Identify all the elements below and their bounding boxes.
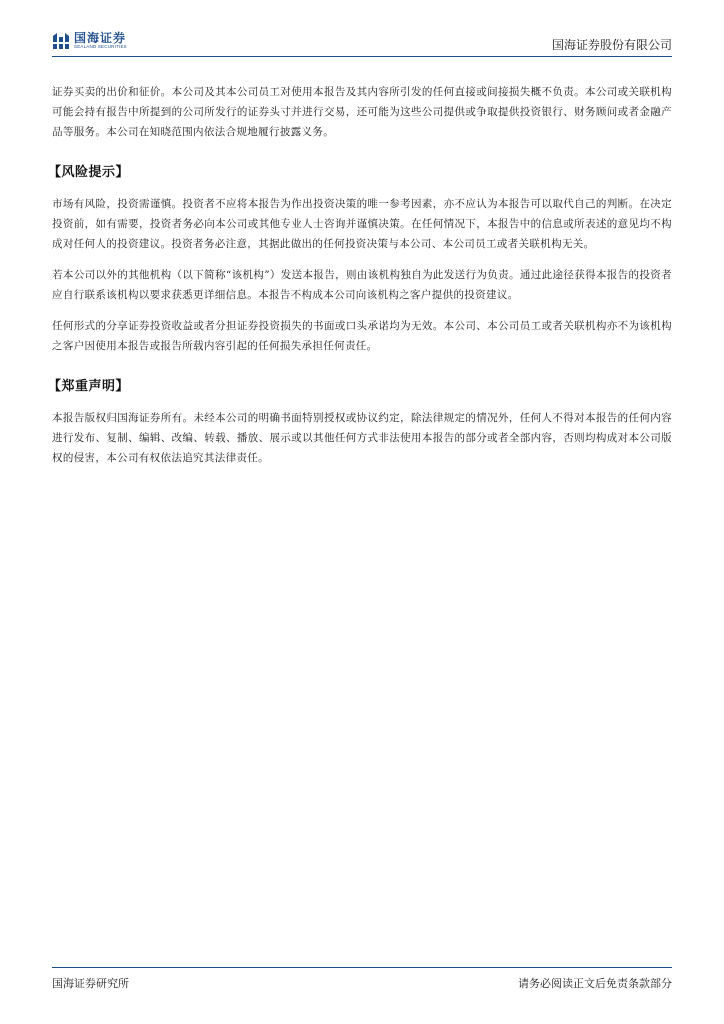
risk-paragraph-3: 任何形式的分享证券投资收益或者分担证券投资损失的书面或口头承诺均为无效。本公司、本公司员工或者关联机构亦不为该机构之客户因使用本报告或报告所载内容引起的任何损失承担任何责任。 bbox=[52, 320, 672, 352]
header-company-name: 国海证券股份有限公司 bbox=[551, 38, 672, 52]
risk-paragraph-1: 市场有风险，投资需谨慎。投资者不应将本报告为作出投资决策的唯一参考因素，亦不应认为本报告可以取代自己的判断。在决定投资前，如有需要，投资者务必向本公司或其他专业人士咨询并谨慎决策。在任何情况下，本报告中的信息或所表述的意见均不构成对任何人的投资建议。投资者务必注意，其据此做出的任何投资决策与本公司、本公司员工或者关联机构无关。 bbox=[52, 198, 672, 250]
risk-paragraph-2: 若本公司以外的其他机构（以下简称“该机构”）发送本报告，则由该机构独自为此发送行为负责。通过此途径获得本报告的投资者应自行联系该机构以要求获悉更详细信息。本报告不构成本公司向该机构之客户提供的投资建议。 bbox=[52, 269, 672, 301]
solemn-declaration-paragraph: 本报告版权归国海证券所有。未经本公司的明确书面特别授权或协议约定，除法律规定的情况外，任何人不得对本报告的任何内容进行发布、复制、编辑、改编、转载、播放、展示或以其他任何方式非法使用本报告的部分或者全部内容，否则均构成对本公司版权的侵害，本公司有权依法追究其法律责任。 bbox=[52, 412, 672, 464]
logo-english-name: SEALAND SECURITIES bbox=[74, 44, 127, 50]
company-logo bbox=[52, 30, 127, 52]
footer-institute-name: 国海证券研究所 bbox=[52, 977, 129, 990]
sealand-logo-icon bbox=[52, 32, 70, 50]
page-footer bbox=[52, 967, 672, 994]
solemn-declaration-heading: 【郑重声明】 bbox=[48, 379, 130, 394]
disclaimer-content bbox=[48, 82, 672, 479]
logo-chinese-name: 国海证券 bbox=[74, 31, 127, 46]
footer-disclaimer-note: 请务必阅读正文后免责条款部分 bbox=[518, 977, 672, 990]
intro-paragraph: 证券买卖的出价和征价。本公司及其本公司员工对使用本报告及其内容所引发的任何直接或间接损失概不负责。本公司或关联机构可能会持有报告中所提到的公司所发行的证券头寸并进行交易，还可能为这些公司提供或争取提供投资银行、财务顾问或者金融产品等服务。本公司在知晓范围内依法合规地履行披露义务。 bbox=[52, 86, 672, 138]
risk-heading: 【风险提示】 bbox=[48, 165, 130, 180]
page-header bbox=[52, 28, 672, 57]
